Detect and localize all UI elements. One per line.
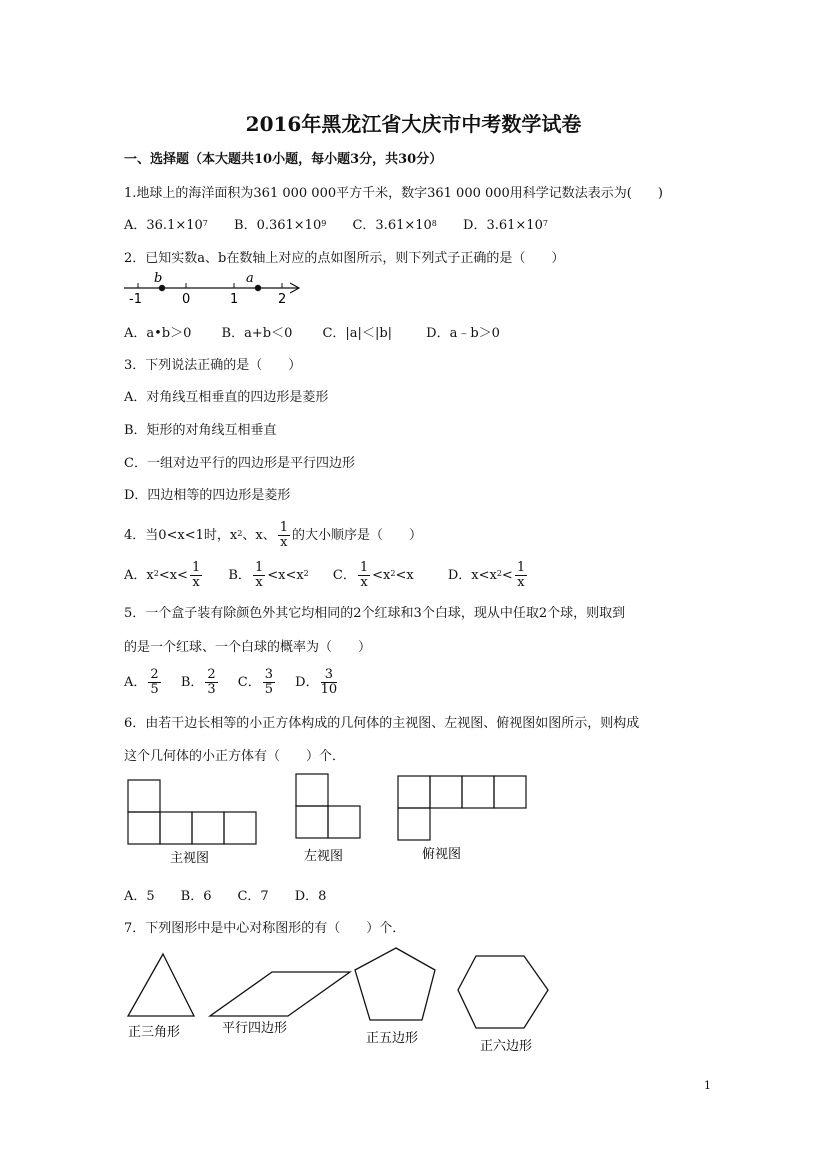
option-c: C．|a|＜|b| [322, 326, 393, 341]
option-d: D． $\frac{3}{10}$ [295, 667, 338, 697]
question-2-stem: 2．已知实数a、b在数轴上对应的点如图所示，则下列式子正确的是（ ） [124, 251, 565, 266]
option-b: B． $\frac{1}{x}$ $<x<x^2$ [228, 560, 309, 590]
option-a: A．$x^2<x<$ $\frac{1}{x}$ [124, 560, 201, 590]
question-6-options: A．5 B．6 C．7 D．8 [124, 889, 327, 904]
section-heading: 一、选择题（本大题共10小题，每小题3分，共30分） [124, 152, 443, 167]
question-5-line1: 5．一个盒子装有除颜色外其它均相同的2个红球和3个白球，现从中任取2个球，则取到 [124, 606, 626, 621]
regular-pentagon [355, 948, 435, 1020]
point-b-label: b [154, 271, 163, 286]
point-a [255, 285, 261, 291]
question-7-stem: 7．下列图形中是中心对称图形的有（ ）个． [124, 921, 406, 936]
view-caption: 俯视图 [422, 847, 462, 862]
tick-label: -1 [129, 292, 142, 307]
top-view [398, 776, 526, 840]
option-c: C． $\frac{3}{5}$ [237, 667, 274, 697]
page-number: 1 [704, 1079, 711, 1092]
left-view [296, 774, 360, 838]
option-c: C．一组对边平行的四边形是平行四边形 [124, 456, 355, 471]
question-4-options [124, 560, 529, 592]
point-a-label: a [246, 271, 254, 286]
question-5-line2: 的是一个红球、一个白球的概率为（ ） [124, 640, 372, 655]
option-d: D．$3.61\times 10^7$ [463, 218, 548, 233]
parallelogram [210, 972, 350, 1016]
option-d: D．a﹣b＞0 [426, 326, 500, 341]
tick-label: 0 [182, 292, 191, 307]
option-b: B．矩形的对角线互相垂直 [124, 423, 277, 438]
option-a: A． $\frac{2}{5}$ [124, 667, 159, 697]
tick-label: 2 [278, 292, 287, 307]
option-c: C． $\frac{1}{x}$ $<x^2<x$ [332, 560, 414, 590]
fraction: $\frac{1}{x}$ [279, 520, 288, 550]
option-c: C．$3.61\times 10^8$ [352, 218, 437, 233]
option-b: B． $\frac{2}{3}$ [180, 667, 216, 697]
question-1-options [124, 218, 548, 234]
regular-hexagon [458, 956, 548, 1028]
question-2-options [124, 326, 500, 342]
question-1-stem: 1.地球上的海洋面积为361 000 000平方千米，数字361 000 000用科学记数法表示为( ) [124, 186, 663, 201]
option-b: B．$0.361\times 10^9$ [234, 218, 327, 233]
shapes-figure [120, 940, 560, 1060]
page-title: 2016年黑龙江省大庆市中考数学试卷 [245, 112, 582, 136]
view-caption: 主视图 [170, 851, 210, 866]
question-3-stem: 3．下列说法正确的是（ ） [124, 358, 302, 373]
question-6-line1: 6．由若干边长相等的小正方体构成的几何体的主视图、左视图、俯视图如图所示，则构成 [124, 716, 640, 731]
front-view [128, 780, 256, 844]
question-4-stem: 4．当0<x<1时，$x^2$、x、 $\frac{1}{x}$ 的大小顺序是（ ） [124, 520, 422, 550]
view-caption: 左视图 [304, 849, 344, 864]
option-b: B．a+b＜0 [221, 326, 293, 341]
question-5-options [124, 666, 339, 700]
option-d: D．四边相等的四边形是菱形 [124, 488, 291, 503]
option-a: A．a•b＞0 [124, 326, 192, 341]
tick-label: 1 [230, 292, 239, 307]
shape-caption: 平行四边形 [222, 1021, 288, 1036]
equilateral-triangle [128, 954, 194, 1016]
three-views-figure [124, 770, 534, 870]
question-6-line2: 这个几何体的小正方体有（ ）个． [124, 749, 346, 764]
option-a: A．对角线互相垂直的四边形是菱形 [124, 390, 329, 405]
option-a: A．$36.1\times 10^7$ [124, 218, 208, 233]
shape-caption: 正六边形 [480, 1039, 533, 1054]
shape-caption: 正五边形 [366, 1031, 419, 1046]
shape-caption: 正三角形 [128, 1025, 181, 1040]
number-line-figure [120, 268, 310, 308]
option-d: D．$x<x^2<$ $\frac{1}{x}$ [447, 560, 526, 590]
